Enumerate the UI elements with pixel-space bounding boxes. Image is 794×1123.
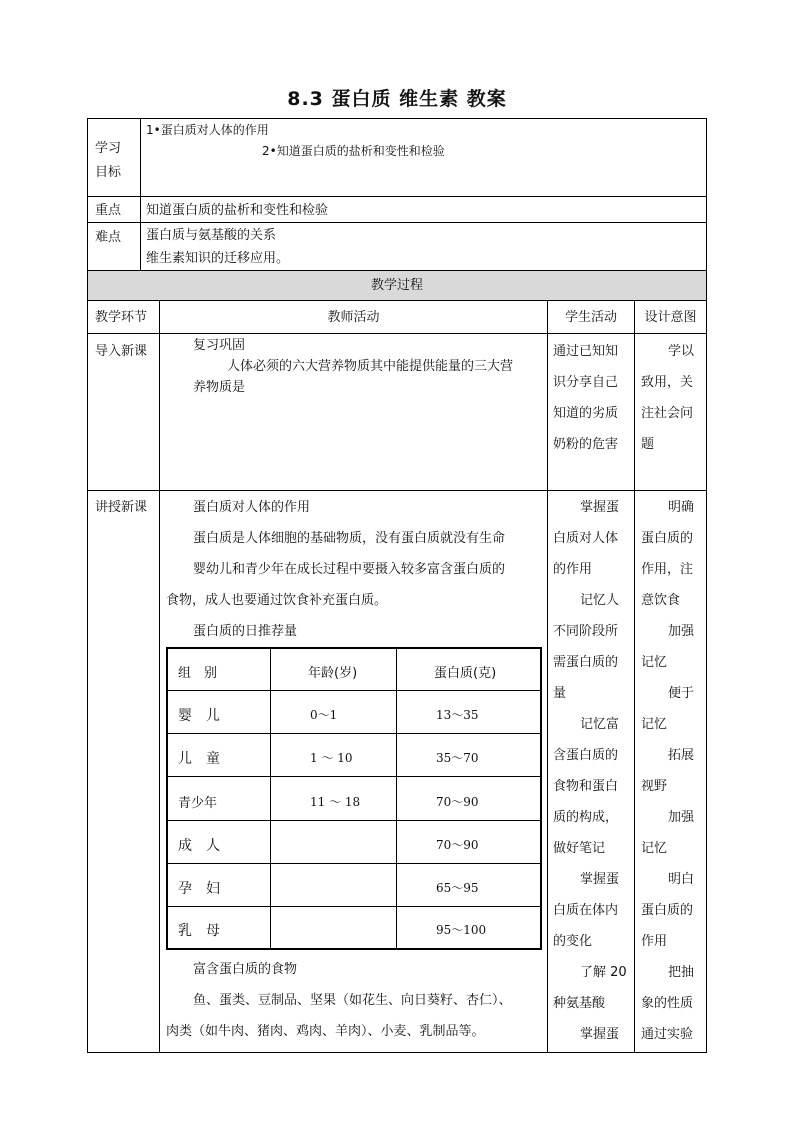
inner-cell-group: 儿 童: [178, 751, 220, 767]
design-line: 蛋白质的: [641, 531, 694, 546]
design-line: 作用: [641, 934, 668, 949]
lecture-line: 蛋白质是人体细胞的基础物质，没有蛋白质就没有生命: [193, 531, 506, 546]
inner-col-divider: [270, 649, 271, 948]
lecture-design-intent: [641, 492, 705, 1050]
lecture-line: 蛋白质的日推荐量: [193, 624, 298, 639]
lecture-stage: 讲授新课: [95, 500, 148, 515]
student-line: 记忆富: [580, 717, 620, 732]
inner-cell-protein: 70～90: [436, 795, 479, 809]
intro-teacher-line-1: 复习巩固: [193, 338, 246, 353]
student-line: 了解 20: [580, 965, 627, 980]
design-line: 象的性质: [641, 996, 694, 1011]
objective-item-1: 1•蛋白质对人体的作用: [146, 123, 269, 137]
student-line: 白质对人体: [553, 531, 619, 546]
column-header-design: 设计意图: [644, 310, 697, 325]
intro-design-line: 致用，关: [641, 375, 694, 390]
inner-table-border-top: [166, 647, 542, 649]
inner-cell-group: 青少年: [178, 796, 218, 811]
col-divider: [159, 300, 160, 1053]
student-line: 做好笔记: [553, 841, 606, 856]
student-line: 掌握蛋: [580, 500, 620, 515]
column-header-student: 学生活动: [564, 310, 617, 325]
intro-design-line: 题: [641, 437, 655, 452]
col-divider: [140, 118, 141, 270]
row-divider: [87, 222, 707, 223]
student-line: 不同阶段所: [553, 624, 619, 639]
inner-row-divider: [168, 906, 540, 907]
table-border-right: [706, 118, 707, 1053]
intro-design-line: 注社会问: [641, 406, 694, 421]
design-line: 明白: [668, 872, 695, 887]
column-header-stage: 教学环节: [95, 310, 148, 325]
design-line: 把抽: [668, 965, 695, 980]
difficulty-line-2: 维生素知识的迁移应用。: [146, 251, 290, 266]
lecture-line: 鱼、蛋类、豆制品、坚果（如花生、向日葵籽、杏仁）、: [193, 993, 512, 1008]
inner-table-border-bottom: [166, 948, 542, 950]
design-line: 记忆: [641, 841, 668, 856]
process-header: 教学过程: [370, 278, 423, 293]
lecture-student-activity: [553, 492, 633, 1050]
inner-cell-protein: 65～95: [436, 881, 479, 895]
intro-student-line: 通过已知知: [553, 344, 619, 359]
key-point-label: 重点: [95, 203, 122, 218]
objectives-label-line2: 目标: [95, 165, 122, 180]
design-line: 蛋白质的: [641, 903, 694, 918]
design-line: 加强: [668, 810, 695, 825]
inner-table-border-left: [166, 647, 168, 950]
intro-design-intent: [641, 336, 705, 460]
student-line: 白质在体内: [553, 903, 619, 918]
lecture-line: 富含蛋白质的食物: [193, 962, 298, 977]
intro-student-line: 奶粉的危害: [553, 437, 619, 452]
student-line: 食物和蛋白: [553, 779, 619, 794]
student-line: 需蛋白质的: [553, 655, 619, 670]
inner-cell-group: 成 人: [178, 838, 220, 854]
intro-design-line: 学以: [668, 344, 695, 359]
col-divider: [634, 300, 635, 1053]
student-line: 掌握蛋: [580, 1027, 620, 1042]
design-line: 视野: [641, 779, 668, 794]
inner-cell-protein: 95～100: [436, 923, 487, 937]
lecture-line: 蛋白质对人体的作用: [193, 500, 311, 515]
objective-item-2: 2•知道蛋白质的盐析和变性和检验: [262, 144, 445, 158]
col-divider: [547, 300, 548, 1053]
column-header-teacher: 教师活动: [327, 310, 380, 325]
inner-header-protein: 蛋白质(克): [434, 666, 497, 681]
key-point-text: 知道蛋白质的盐析和变性和检验: [146, 203, 329, 218]
design-line: 意饮食: [641, 593, 681, 608]
inner-cell-age: 11 ～ 18: [310, 795, 361, 809]
inner-row-divider: [168, 690, 540, 691]
intro-student-line: 识分享自己: [553, 375, 619, 390]
lecture-line: 食物，成人也要通过饮食补充蛋白质。: [166, 593, 388, 608]
inner-cell-protein: 70～90: [436, 838, 479, 852]
design-line: 拓展: [668, 748, 695, 763]
intro-student-line: 知道的劣质: [553, 406, 619, 421]
intro-student-activity: [553, 336, 633, 460]
table-border-bottom: [87, 1052, 707, 1053]
student-line: 含蛋白质的: [553, 748, 619, 763]
student-line: 掌握蛋: [580, 872, 620, 887]
inner-cell-protein: 35～70: [436, 751, 479, 765]
student-line: 记忆人: [580, 593, 620, 608]
row-divider: [87, 333, 707, 334]
inner-header-group: 组 别: [178, 666, 218, 681]
table-border-top: [87, 118, 707, 119]
inner-header-age: 年龄(岁): [308, 666, 358, 681]
lecture-teacher-text: [166, 492, 544, 647]
inner-row-divider: [168, 863, 540, 864]
student-line: 种氨基酸: [553, 996, 606, 1011]
intro-teacher-line-2: 人体必须的六大营养物质其中能提供能量的三大营: [227, 359, 514, 374]
difficulty-line-1: 蛋白质与氨基酸的关系: [146, 228, 277, 243]
student-line: 质的构成，: [553, 810, 619, 825]
student-line: 的变化: [553, 934, 593, 949]
lecture-line: 肉类（如牛肉、猪肉、鸡肉、羊肉）、小麦、乳制品等。: [166, 1024, 485, 1039]
difficulty-label: 难点: [95, 230, 122, 245]
inner-col-divider: [396, 649, 397, 948]
row-divider: [87, 300, 707, 301]
student-line: 量: [553, 686, 567, 701]
inner-cell-group: 孕 妇: [178, 881, 220, 897]
row-divider: [87, 196, 707, 197]
design-line: 加强: [668, 624, 695, 639]
inner-cell-group: 乳 母: [178, 923, 220, 939]
inner-cell-age: 1 ～ 10: [310, 751, 353, 765]
design-line: 记忆: [641, 717, 668, 732]
inner-cell-age: 0～1: [310, 708, 338, 722]
design-line: 记忆: [641, 655, 668, 670]
lecture-line: 婴幼儿和青少年在成长过程中要摄入较多富含蛋白质的: [193, 562, 506, 577]
design-line: 明确: [668, 500, 695, 515]
page-title: 8.3 蛋白质 维生素 教案: [287, 88, 507, 110]
inner-cell-group: 婴 儿: [178, 708, 220, 724]
student-line: 的作用: [553, 562, 593, 577]
inner-cell-protein: 13～35: [436, 708, 479, 722]
lecture-after-table-text: [166, 954, 544, 1047]
design-line: 作用，注: [641, 562, 694, 577]
intro-teacher-line-3: 养物质是: [193, 380, 246, 395]
row-divider: [87, 490, 707, 491]
inner-row-divider: [168, 820, 540, 821]
table-border-left: [87, 118, 88, 1053]
intro-stage: 导入新课: [95, 344, 148, 359]
inner-row-divider: [168, 733, 540, 734]
inner-row-divider: [168, 776, 540, 777]
inner-table-border-right: [540, 647, 542, 950]
design-line: 通过实验: [641, 1027, 694, 1042]
design-line: 便于: [668, 686, 695, 701]
objectives-label-line1: 学习: [95, 141, 122, 156]
